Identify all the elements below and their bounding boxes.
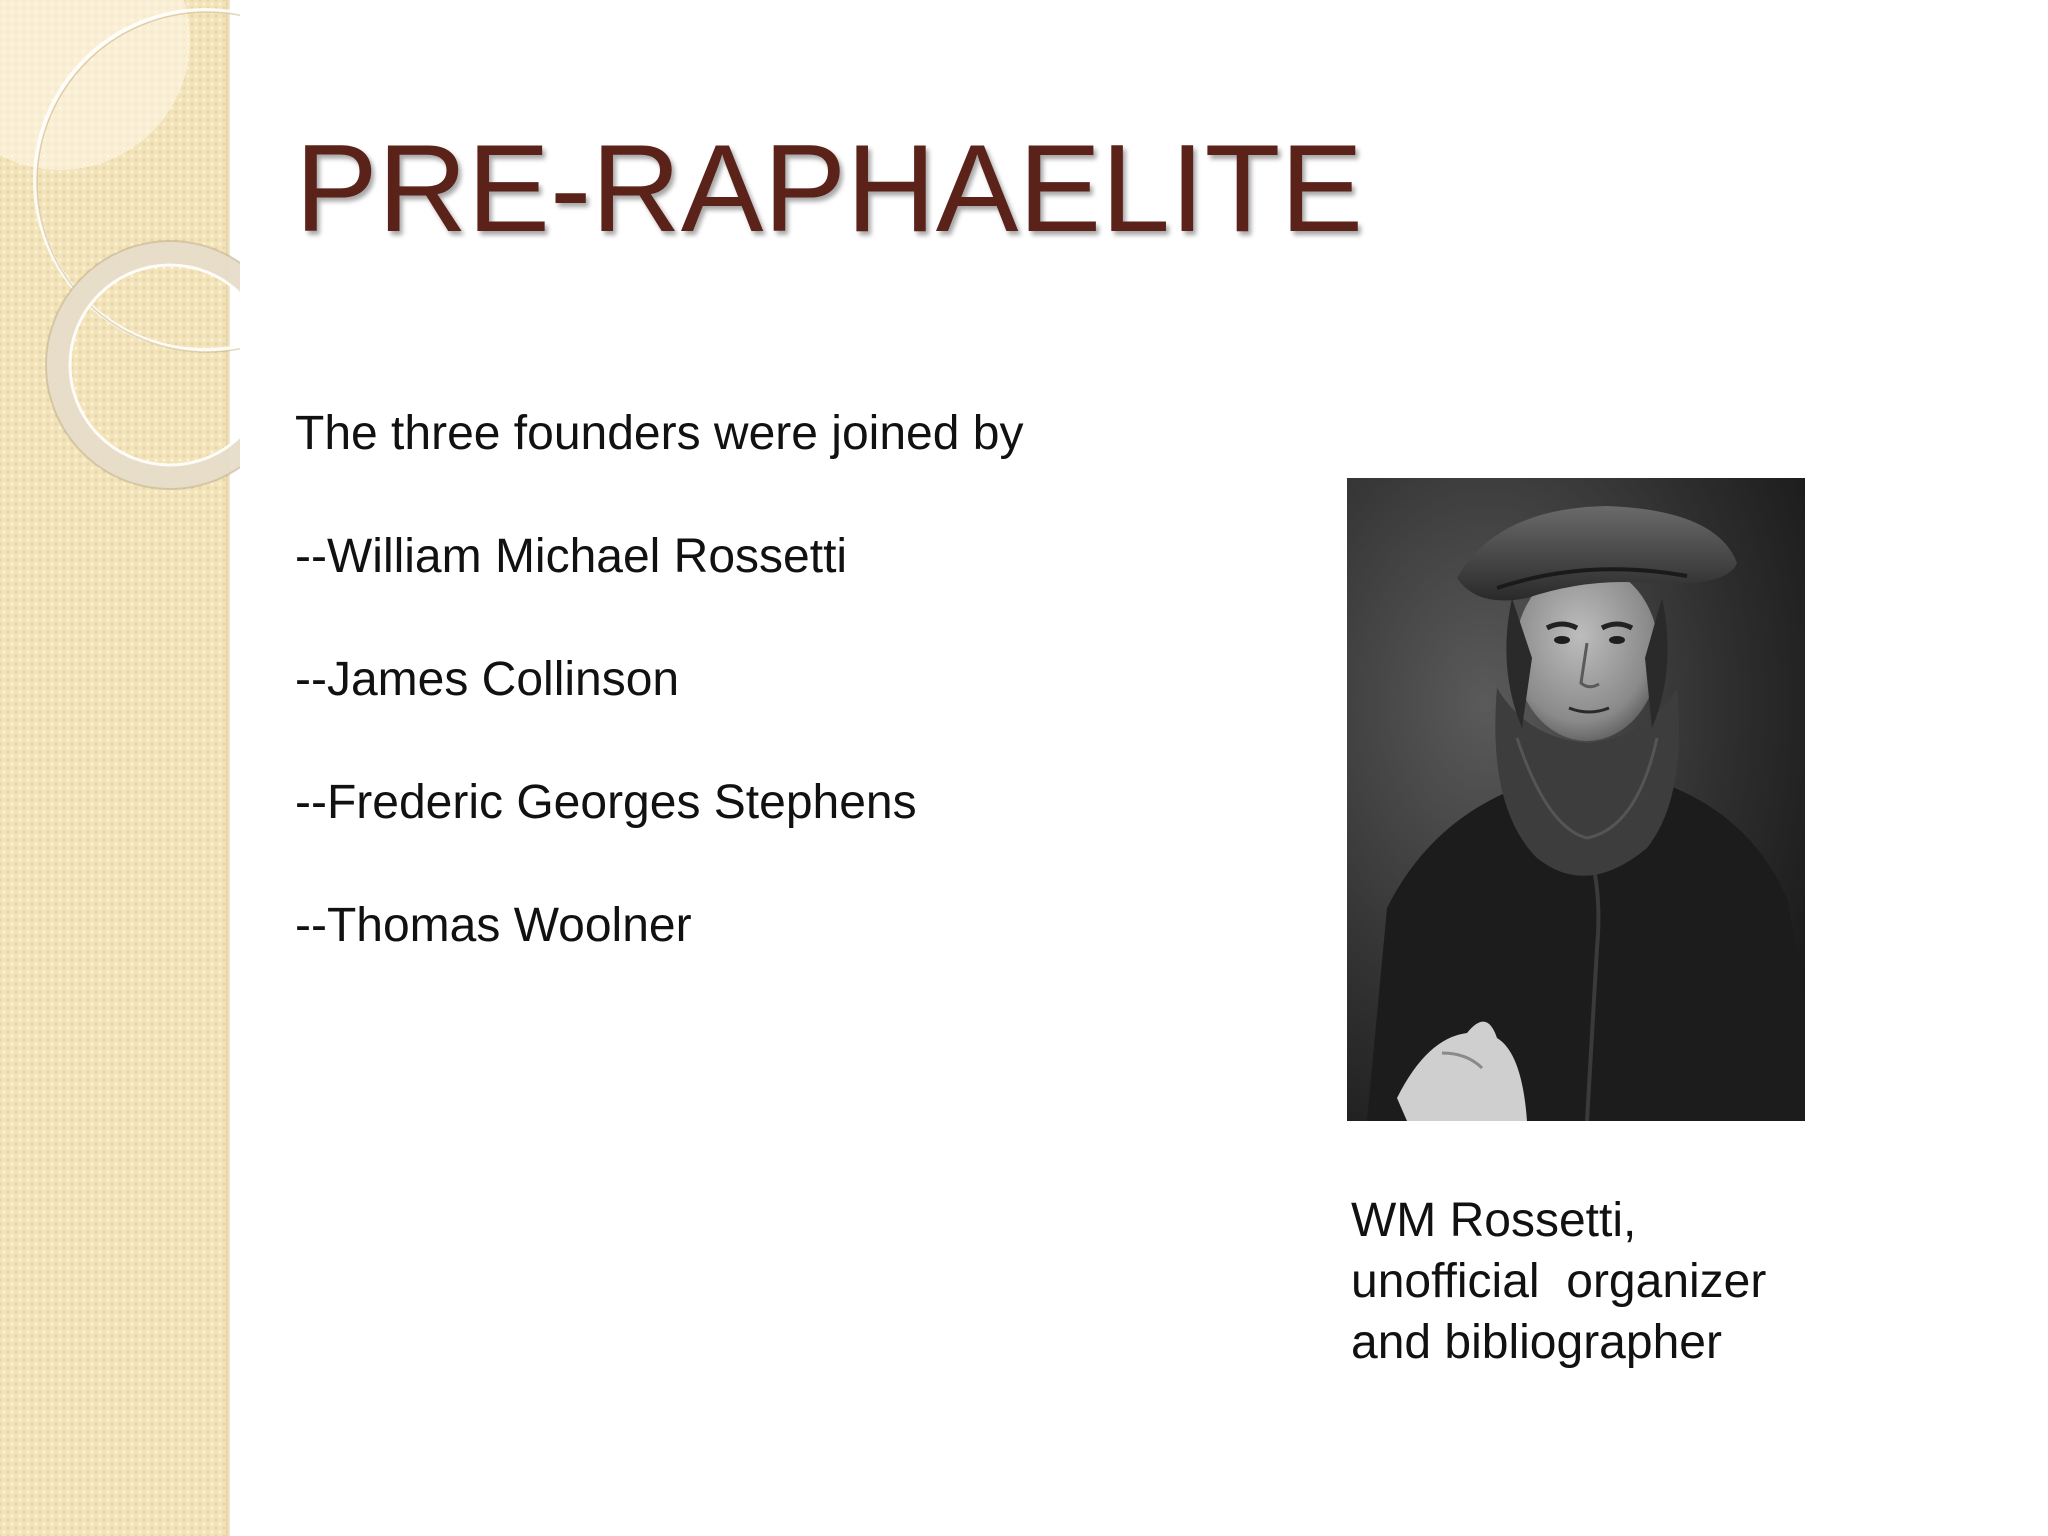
list-item: --Frederic Georges Stephens — [295, 776, 917, 829]
photo-caption — [1351, 1190, 1766, 1373]
list-item: --William Michael Rossetti — [295, 530, 848, 583]
list-item: --Thomas Woolner — [295, 899, 692, 952]
caption-line: unofficial organizer — [1351, 1255, 1767, 1308]
intro-text: The three founders were joined by — [295, 407, 1024, 460]
caption-line: and bibliographer — [1351, 1316, 1722, 1369]
list-item: --James Collinson — [295, 653, 680, 706]
portrait-photo — [1347, 478, 1805, 1121]
members-list — [295, 404, 1023, 1019]
caption-line: WM Rossetti, — [1351, 1194, 1637, 1247]
decorative-rings-icon — [0, 0, 240, 520]
slide-title: PRE-RAPHAELITE — [295, 120, 1364, 258]
